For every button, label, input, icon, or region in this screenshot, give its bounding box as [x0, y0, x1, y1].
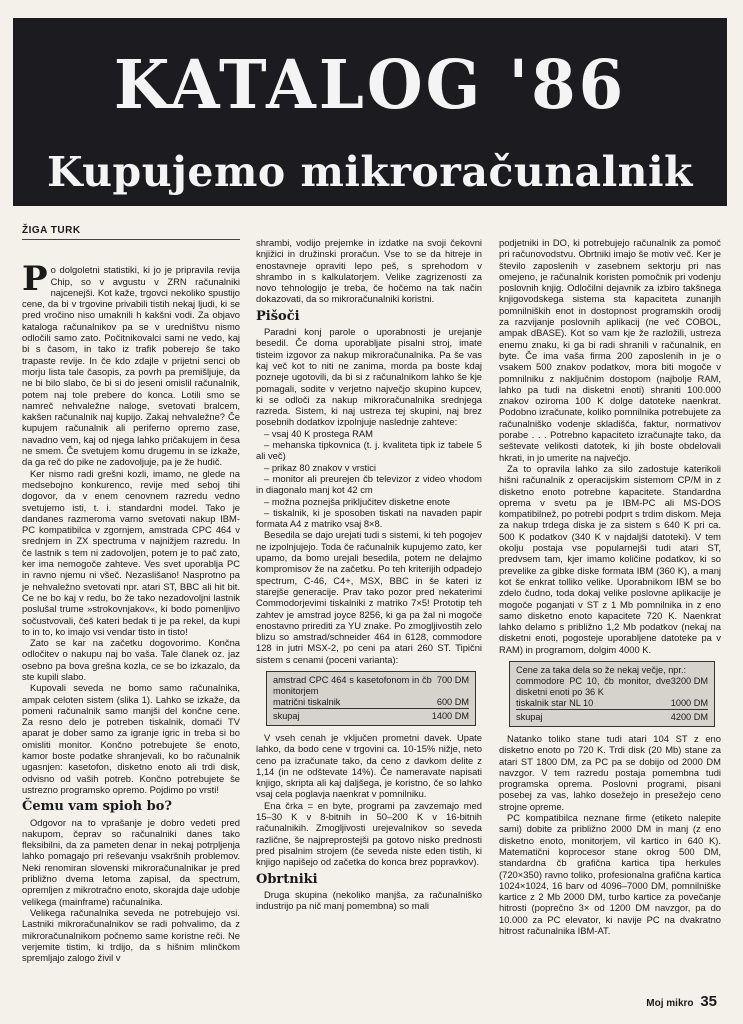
- column-1: [22, 225, 240, 963]
- price-cell: 600 DM: [436, 696, 469, 707]
- magazine-name: Moj mikro: [646, 998, 694, 1009]
- table-row: [516, 676, 708, 698]
- price-cell: 3200 DM: [670, 675, 708, 686]
- requirements-list: [256, 428, 482, 530]
- article-headline: Kupujemo mikroračunalnik: [47, 148, 693, 196]
- paragraph-text: o dolgoletni statistiki, ki jo je pripravila revija Chip, so v avgustu v ZRN računalniki najcenejši. Kot kaže, trgovci nekoliko spustijo cene, da bi v trgovine privabili tistih nekaj ljudi, ki se pred vročino niso umaknili h kakšni vodi. Za objavo kataloga računalnikov pa se v uredništvu nismo odločili samo zato. Počitnikovalci sami ne vedo, kaj bi s časom, in tako iz trafik poberejo še tako trapaste revije. In če kdo zdajle v prijetni senci ob morju lista tale časopis, za povrh pa premišljuje, da ne bi bilo slabo, če bi si do jeseni omislil računalnik, potem naj tole prebere do konca. Lotili smo se namreč nehvaležne naloge, svetovati bralcem, kakšen računalnik naj kupijo. Zakaj nehvaležne? Če kupujem računalnik ali periferno opremo zase, navadno vem, kaj od njega lahko pričakujem in česa ne smem. Če svetujem komu drugemu in se izkaže, da ga reč do pike ne zadovoljuje, pa je že hudič.: [22, 264, 240, 468]
- page-number: 35: [700, 993, 717, 1010]
- section-heading: Čemu vam spioh bo?: [22, 799, 172, 815]
- paragraph: V vseh cenah je vključen prometni davek. Upate lahko, da bodo cene v trgovini ca. 10-15% nižje, neto ceno pa izračunate tako, da ceno z davkom delite z 1,14 (in ne odštevate 14%). Če nameravate napisati knjigo, skripta ali kaj daljšega, je koristno, če so lahko vsaj cela poglavja naenkrat v pomnilniku.: [256, 731, 482, 800]
- price-cell: 1400 DM: [432, 708, 469, 722]
- price-box: [509, 661, 715, 727]
- price-table: [273, 675, 469, 722]
- paragraph: Velikega računalnika seveda ne potrebujejo vsi. Lastniki mikroračunalnikov se radi pohvalimo, da z mikroračunalnikom počnemo same koristne reči. Ne verjemite tistim, ki trdijo, da s hišnim mlinčkom spremljajo zalogo živil v: [22, 906, 240, 964]
- item-cell: amstrad CPC 464 s kasetofonom in čb monitorjem: [273, 674, 432, 696]
- list-item: – monitor ali preurejen čb televizor z video vhodom in diagonalo manj kot 42 cm: [256, 472, 482, 496]
- item-cell: skupaj: [516, 709, 671, 723]
- table-row: [273, 708, 469, 722]
- magazine-section-title: KATALOG '86: [113, 46, 627, 125]
- column-2: [256, 237, 482, 911]
- paragraph: Za to opravila lahko za silo zadostuje katerikoli hišni računalnik z operacijskim sistemom CP/M in z disketno enoto potrebne kapacitete. Standardna oprema v svetu pa je IBM-PC ali MS-DOS kompatibilnež, po potrebi podprt s trdim diskom. Meja za nakup trdega diska je za sistem s 640 K pri ca. 500 K podatkov (340 K v najdaljši datoteki). V tem okolju postaja vse popularnejši tudi atari ST, predvsem tam, kjer imamo količine podatkov, ki so prevelike za gibke diske formata IBM (360 K), a manj kot še enkrat tolliko velike. Uporabnikom IBM se bo zdelo čudno, toda dokaj velike poslovne aplikacije je mogoče poganjati v ST z 1 Mb pomnilnika in z eno samo disketno enoto kapacitete 720 K. Naenkrat lahko delamo s približno 1,2 Mb podatkov (nekaj na disketni enoti, pogosteje uporabljene datoteke pa v RAM) in programom, dolgim 4000 K.: [499, 462, 721, 655]
- paragraph: Natanko toliko stane tudi atari 104 ST z eno disketno enoto po 720 K. Trdi disk (20 Mb) stane za atari ST 1800 DM, za PC pa se dobijo od 2000 DM navzgor. V tem razredu postaja pomembna tudi programska oprema. Poslovni programi, pisani posebej za vas, lahko dosežejo in presežejo ceno strojne opreme.: [499, 732, 721, 812]
- price-cell: 1000 DM: [670, 697, 708, 708]
- paragraph: Kupovali seveda ne bomo samo računalnika, ampak celoten sistem (slika 1). Lahko se izkaže, da pomeni računalnik samo manjši del končne cene. Za resno delo je potreben tiskalnik, domači TV aparat je dober samo za igranje igric in treba si bo omisliti monitor. Končno potrebujete še enoto, kamor boste podatke shranjevali, ko bo računalnik ugasnjen: kasetofon, disketno enoto ali trdi disk, odvisno od vaših potreb. Končno potrebujete še ustrezno programsko opremo. Pojdimo po vrsti!: [22, 682, 240, 795]
- paragraph: Paradni konj parole o uporabnosti je urejanje besedil. Če doma uporabljate pisalni stroj, imate tisteim izgovor za nakup mikroračunalnika. Pa še vas kaj več kot to niti ne zanima, morda pa boste kdaj pozneje ugotovili, da bi si z računalnikom lahko še kje pomagali, sodite v verjetno največjo skupino kupcev, ki se odloči za nakup mikroračunalnika srednjega razreda. Sistem, ki naj ustreza tej skupini, naj brez posebnih dodatkov izpolnjuje naslednje zahteve:: [256, 326, 482, 428]
- table-row: [273, 675, 469, 697]
- list-item: – tiskalnik, ki je sposoben tiskati na navaden papir formata A4 z matriko vsaj 8×8.: [256, 506, 482, 530]
- section-heading: Pišoči: [256, 308, 300, 324]
- price-table: [516, 676, 708, 723]
- section-heading: Obrtniki: [256, 871, 318, 887]
- table-row: [516, 709, 708, 723]
- paragraph: shrambi, vodijo prejemke in izdatke na svoji čekovni knjižici in družinski proračun. Vse to se da hitreje in enostavneje opraviti lepo peš, s sprehodom v shrambo in s kalkulatorjem. Velike zagrizenosti za novo tehnologijo je treba, če hočemo na tak način dokazovati, da so mikroračunalniki koristni.: [256, 237, 482, 305]
- paragraph: Druga skupina (nekoliko manjša, za računalniško industrijo pa nič manj pomembna) so mali: [256, 888, 482, 912]
- author-byline: ŽIGA TURK: [22, 225, 240, 240]
- item-cell: tiskalnik star NL 10: [516, 697, 594, 708]
- box-intro: Cene za taka dela so že nekaj večje, npr.:: [516, 664, 687, 675]
- item-cell: commodore PC 10, čb monitor, dve disketni enoti po 36 K: [516, 675, 671, 697]
- page-footer: [646, 993, 717, 1010]
- item-cell: matrični tiskalnik: [273, 696, 341, 707]
- paragraph: PC kompatibilca neznane firme (etiketo nalepite sami) dobite za približno 2000 DM in manj (z eno disketno enoto, monitorjem, vil kartico in 640 K). Matematični koprocesor stane okrog 500 DM, standardna čb grafična kartica tipa herkules (720×350) ravno toliko, profesionalna grafična kartica 1024×1024, 16 barv od 4096–7000 DM, pomnilniške kartice z 2 Mb 2000 DM, turbo kartice za povečanje hitrosti (poprečno 3× od 1200 DM navzgor, pa do 10.000 za PC elevator, ki navije PC na dvakratno hitrost računalnika IBM-AT.: [499, 812, 721, 937]
- paragraph: Ena črka = en byte, programi pa zavzemajo med 15–30 K v 8-bitnih in 50–200 K v 16-bitnih računalnikih. Zmogljivosti urejevalnikov so seveda različne, še najpreprostejši pa gotovo nisko prednosti pred pisalnim strojem (če seveda niste eden tistih, ki knjigo napišejo od začetka do konca brez popravkov).: [256, 799, 482, 868]
- list-item: – prikaz 80 znakov v vrstici: [264, 461, 377, 473]
- price-cell: 4200 DM: [671, 709, 708, 723]
- drop-cap: P: [22, 259, 48, 300]
- paragraph: Ker nismo radi grešni kozli, imamo, ne glede na medsebojno konkurenco, revije med seboj tihi dogovor, da v enem cenovnem razredu vedno svetujemo isti, t. i. standardni model. Tako je dandanes razmeroma varno svetovati nakup IBM-PC kompatibilca v zgornjem, amstrada CPC 464 v srednjem in ZX spectruma v najnižjem razredu. In če lastnik s tem ni zadovoljen, potem je to pač zato, ker ima nemogoče zahteve. Ves svet uporablja PC in ravno njemu ni všeč. Nezaslišano! Nasprotno pa je nehvaležno svetovati npr. atari ST, BBC ali hit bit. Ce ne bo kaj v redu, bo že tako nezadovoljni lastnik poslušal trume »strokovnjakov«, ki bodo pomenljivo sočustvovali, češ kateri bedak ti je pa rekel, da kupi to in to, ko imajo vsi vendar tisto in tisto!: [22, 467, 240, 637]
- list-item: – vsaj 40 K prostega RAM: [264, 427, 373, 439]
- price-cell: 700 DM: [436, 674, 469, 685]
- paragraph: Odgovor na to vprašanje je dobro vedeti pred nakupom, čeprav so računalniki danes tako fleksibilni, da za pameten denar in nekaj potrpljenja lahko pomagajo pri reševanju vsakršnih problemov. Neki renomiran slovenski mikroračunalnikar je pred približno dvema letoma zapisal, da spectrum, opremljen z mikrotračno enoto, skorajda daje udobje velikega (mainframe) računalnika.: [22, 816, 240, 907]
- table-row: [516, 698, 708, 710]
- list-item: – mehanska tipkovnica (t. j. kvaliteta tipk iz tabele 5 ali več): [256, 439, 482, 462]
- list-item: – možna poznejša priključitev disketne enote: [264, 495, 451, 507]
- item-cell: skupaj: [273, 708, 432, 722]
- paragraph: podjetniki in DO, ki potrebujejo računalnik za pomoč pri računovodstvu. Obrtniki imajo še motiv več. Ker je število zaposlenih v zasebnem sektorju pri nas omejeno, je računalnik koristen pomočnik pri vodenju poslovnih knjig. Odločilni dejavnik za izbiro takšnega knjigovodskega sistema sta kapaciteta zunanjih pomnilniških enot in dostopnost programskih orodij za razvijanje poslovnih aplikacij (ne več COBOL, ampak dBASE). Kot so vam kje že razložili, ustreza enemu znaku, ki ga bi radi shranili v računalnik, en byte. Če ima vaša firma 200 zaposlenih in je o vsakem 500 znakov podatkov, mora biti mogoče v pomnilniku z naključnim dostopom (najbolje RAM, lahko pa tudi na disketni enoti) shraniti 100.000 znakov oziroma 100 K dolge datoteke naenkrat. Podobno izračunate, koliko pomnilnika potrebujete za računalniško vodenje skladišča, faktur, normativov porabe . . . Potrebno kapaciteto izračunajte tako, da seštevate velikosti datotek, ki jih boste obdelovali hkrati, in jo umerite na največjo.: [499, 237, 722, 463]
- paragraph: Besedila se dajo urejati tudi s sistemi, ki teh pogojev ne izpolnjujejo. Toda če računalnik kupujemo zato, ker upamo, da bomo urejali besedila, potem ne delajmo kompromisov že na začetku. Po teh kriterijih odpadejo spectrum, C-46, C4+, MSX, BBC in še kateri iz starejše generacije. Prav tako pozor pred nekaterimi Commodorjevimi tiskalniki z matriko 7×5! Prototip teh zahtev je amstrad joyce 8256, ki ga pa žal ni mogoče enostavno prirediti za YU znake. Po zmogljivostih zelo blizu so amstrad/schneider 464 in 6128, commodore 128 in jutri MSX-2, po ceni pa atari 260 ST. Tipični sistem s cenami (poceni varianta):: [256, 529, 482, 665]
- paragraph: Zato se kar na začetku dogovorimo. Končna odločitev o nakupu naj bo vaša. Tale članek oz. jaz osebno pa bova grešna kozla, ce se bo izkazalo, da ste kupili slabo.: [22, 637, 240, 682]
- table-row: [273, 697, 469, 709]
- title-banner: [13, 18, 727, 206]
- price-box: [266, 671, 476, 726]
- column-3: [499, 237, 721, 936]
- paragraph: [22, 259, 240, 468]
